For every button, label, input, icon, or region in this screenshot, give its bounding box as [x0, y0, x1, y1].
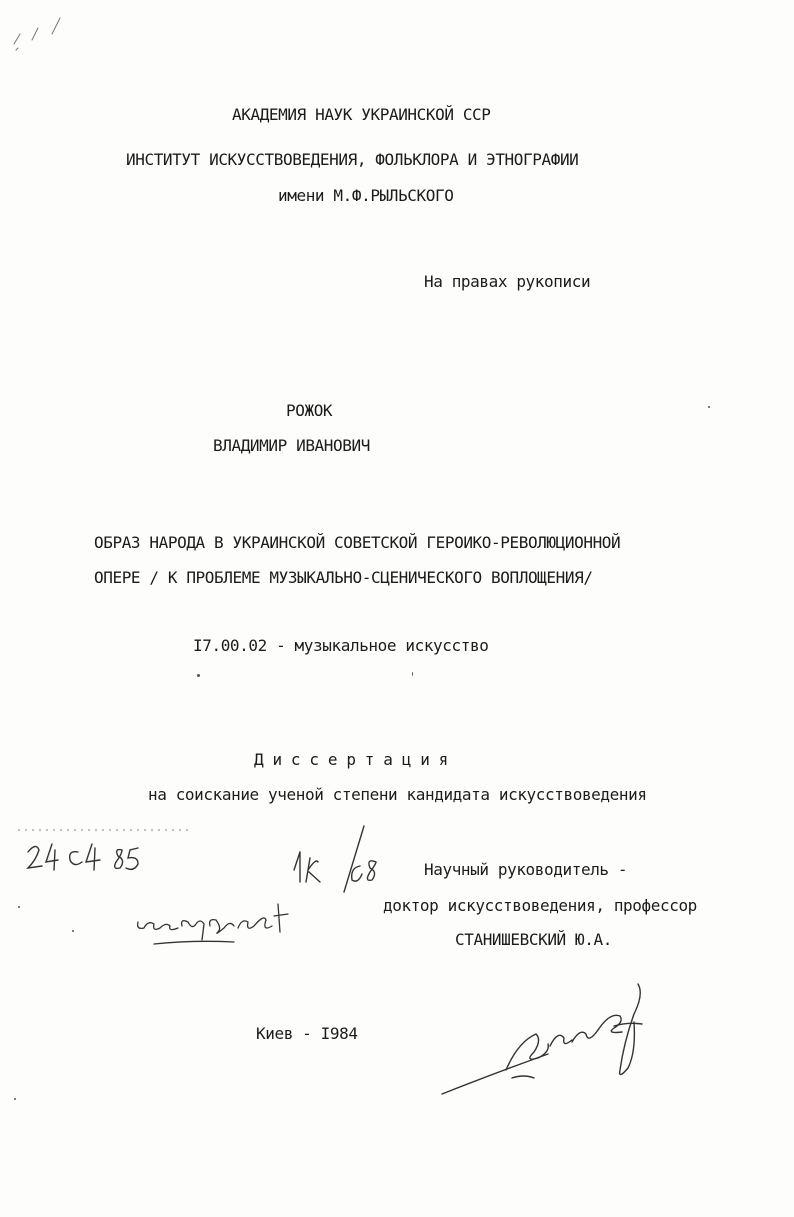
author-name: ВЛАДИМИР ИВАНОВИЧ	[213, 436, 370, 455]
supervisor-label: Научный руководитель -	[424, 860, 628, 879]
thesis-title-line-2: ОПЕРЕ / К ПРОБЛЕМЕ МУЗЫКАЛЬНО-СЦЕНИЧЕСКОГО ВОПЛОЩЕНИЯ/	[94, 568, 593, 587]
handwritten-note	[134, 892, 304, 952]
supervisor-title: доктор искусствоведения, профессор	[383, 896, 697, 915]
supervisor-signature	[438, 982, 658, 1102]
manuscript-rights: На правах рукописи	[424, 272, 591, 291]
speck	[197, 674, 200, 677]
author-surname: РОЖОК	[286, 401, 333, 420]
specialty-code: I7.00.02 - музыкальное искусство	[193, 636, 489, 655]
speck	[18, 906, 20, 908]
speck	[14, 1098, 16, 1100]
handwritten-number	[290, 822, 390, 902]
institute-name: ИНСТИТУТ ИСКУССТВОВЕДЕНИЯ, ФОЛЬКЛОРА И ЭТНОГРАФИИ	[126, 150, 579, 169]
city-year: Киев - I984	[256, 1024, 358, 1043]
institute-honorific: имени М.Ф.РЫЛЬСКОГО	[278, 186, 454, 205]
degree-description: на соискание ученой степени кандидата искусствоведения	[148, 785, 647, 804]
supervisor-name: СТАНИШЕВСКИЙ Ю.А.	[455, 930, 612, 949]
document-type: Д и с с е р т а ц и я	[254, 750, 448, 769]
thesis-title-line-1: ОБРАЗ НАРОДА В УКРАИНСКОЙ СОВЕТСКОЙ ГЕРОИКО-РЕВОЛЮЦИОННОЙ	[94, 533, 621, 552]
speck	[708, 406, 710, 408]
corner-marks	[6, 14, 86, 54]
speck	[72, 930, 74, 932]
pencil-dotted-line	[16, 826, 196, 834]
speck	[412, 672, 413, 676]
handwritten-date	[22, 836, 152, 886]
academy-name: АКАДЕМИЯ НАУК УКРАИНСКОЙ ССР	[232, 105, 491, 124]
